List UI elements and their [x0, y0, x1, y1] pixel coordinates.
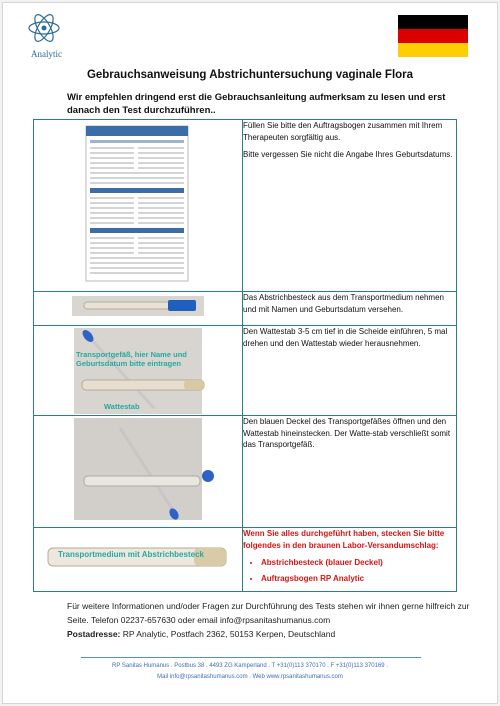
web-line: Mail info@rpsanitashumanus.com . Web www.rpsanitashumanus.com [157, 674, 343, 680]
step-text [243, 120, 457, 292]
step-paragraph: Bitte vergessen Sie nicht die Angabe Ihres Geburtsdatums. [243, 150, 453, 159]
flag-stripe-black [398, 15, 468, 29]
atom-logo-icon [27, 11, 61, 45]
step-row [34, 292, 457, 326]
step-row [34, 120, 457, 292]
form-image [34, 120, 243, 292]
step-text [243, 528, 457, 592]
step-row [34, 326, 457, 416]
contact-info [67, 599, 487, 641]
postal-value: RP Analytic, Postfach 2362, 50153 Kerpen, Deutschland [120, 629, 336, 639]
step-paragraph: Das Abstrichbesteck aus dem Transportmedium nehmen und mit Namen und Geburtsdatum versehen. [243, 293, 444, 314]
footer-address [3, 661, 497, 683]
contact-text: Für weitere Informationen und/oder Fragen zur Durchführung des Tests stehen wir ihnen gerne hilfreich zur Seite. Telefon 02237-657630 oder email info@rpsanitashumanus.com [67, 601, 470, 625]
step-row [34, 416, 457, 528]
transport-image [34, 528, 243, 592]
flag-stripe-red [398, 29, 468, 43]
swab-label: Wattestab [104, 402, 140, 411]
instruction-table [33, 119, 457, 592]
swab-image [34, 326, 243, 416]
step-paragraph: Füllen Sie bitte den Auftragsbogen zusammen mit Ihrem Therapeuten sorgfältig aus. [243, 121, 443, 142]
step-paragraph: Den blauen Deckel des Transportgefäßes öffnen und den Wattestab hineinstecken. Der Watte-stab verschließt somit das Transportgefäß. [243, 417, 451, 449]
brand-name: Analytic [31, 49, 62, 59]
footer-divider [81, 657, 421, 658]
document-page [2, 2, 498, 704]
german-flag-icon [398, 15, 468, 57]
step-row [34, 528, 457, 592]
intro-text: Wir empfehlen dringend erst die Gebrauchsanleitung aufmerksam zu lesen und erst danach den Test durchzuführen.. [67, 92, 446, 116]
flag-stripe-gold [398, 43, 468, 57]
transport-medium-label: Transportmedium mit Abstrichbesteck [58, 550, 204, 559]
address-line: RP Sanitas Humanus . Postbus 38 . 4493 ZG Kamperland . T +31(0)113 370170 . F +31(0)113 370169 . [112, 663, 388, 669]
kit-image [34, 292, 243, 326]
list-item: • Auftragsbogen RP Analytic [261, 573, 456, 585]
postal-line [67, 627, 487, 641]
step-text [243, 292, 457, 326]
items-list [243, 557, 456, 584]
postal-label: Postadresse: [67, 629, 121, 639]
transport-label: Transportgefäß, hier Name und Geburtsdatum bitte eintragen [76, 350, 187, 368]
step-text [243, 326, 457, 416]
step-paragraph: Den Wattestab 3-5 cm tief in die Scheide einführen, 5 mal drehen und den Wattestab wieder herausnehmen. [243, 327, 448, 348]
step-paragraph: Wenn Sie alles durchgeführt haben, stecken Sie bitte folgendes in den braunen Labor-Versandumschlag: [243, 529, 445, 550]
list-item: • Abstrichbesteck (blauer Deckel) [261, 557, 456, 569]
step-text [243, 416, 457, 528]
tube-image [34, 416, 243, 528]
page-title: Gebrauchsanweisung Abstrichuntersuchung vaginale Flora [86, 69, 414, 81]
